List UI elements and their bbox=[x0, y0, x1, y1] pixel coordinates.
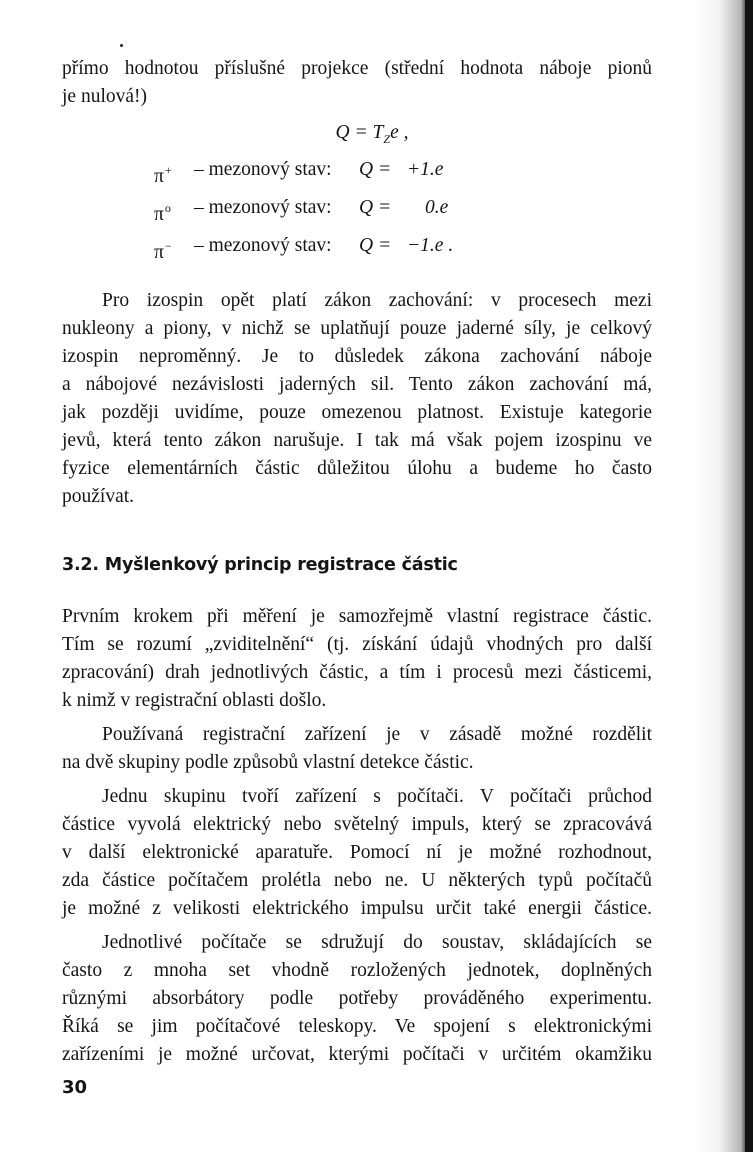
paragraph-counters bbox=[62, 783, 652, 923]
text-line: v další elektronické aparatuře. Pomocí ní je možné rozhodnout, bbox=[62, 842, 652, 863]
pion-charge-label: Q = bbox=[359, 197, 392, 218]
text-line: zda částice počítačem prolétla nebo ne. U některých typů počítačů bbox=[62, 870, 652, 891]
pion-charge-label: Q = bbox=[359, 235, 392, 256]
text-line: je možné z velikosti elektrického impulsu určit také energii částice. bbox=[62, 898, 652, 919]
text-line: Jednotlivé počítače se sdružují do soustav, skládajících se bbox=[102, 932, 652, 953]
pion-description: – mezonový stav: bbox=[194, 235, 332, 256]
text-line: na dvě skupiny podle způsobů vlastní detekce částic. bbox=[62, 752, 474, 773]
pion-charge-label: Q = bbox=[359, 159, 392, 180]
page-edge-shadow bbox=[693, 0, 753, 1152]
text-line: Prvním krokem při měření je samozřejmě vlastní registrace částic. bbox=[62, 606, 652, 627]
text-line: je nulová!) bbox=[62, 86, 148, 107]
text-line: jevů, která tento zákon narušuje. I tak má však pojem izospinu ve bbox=[62, 430, 652, 451]
page-binding-edge bbox=[745, 0, 753, 1152]
text-line: Říká se jim počítačové teleskopy. Ve spojení s elektronickými bbox=[62, 1016, 652, 1037]
text-line: zařízeními je možné určovat, kterými počítači v určitém okamžiku bbox=[62, 1044, 652, 1065]
pion-charge-value: +1.e bbox=[407, 159, 444, 180]
page-content bbox=[62, 55, 652, 1069]
text-line: Pro izospin opět platí zákon zachování: v procesech mezi bbox=[102, 290, 652, 311]
equation-rhs: e , bbox=[390, 122, 409, 143]
print-speck bbox=[120, 44, 123, 47]
paragraph-telescopes bbox=[62, 929, 652, 1069]
section-heading: 3.2. Myšlenkový princip registrace částic bbox=[62, 555, 458, 575]
text-line: často z mnoha set vhodně rozložených jednotek, doplněných bbox=[62, 960, 652, 981]
equation-lhs: Q = T bbox=[335, 122, 384, 143]
text-line: izospin neproměnný. Je to důsledek zákona zachování náboje bbox=[62, 346, 652, 367]
equation-charge bbox=[92, 115, 652, 151]
text-line: Jednu skupinu tvoří zařízení s počítači. V počítači průchod bbox=[102, 786, 652, 807]
pion-charge-value: 0.e bbox=[425, 197, 449, 218]
page-number: 30 bbox=[62, 1077, 88, 1098]
pion-description: – mezonový stav: bbox=[194, 159, 332, 180]
pion-symbol: $\pi^o$ bbox=[154, 201, 171, 225]
text-line: a nábojové nezávislosti jaderných sil. Tento zákon zachování má, bbox=[62, 374, 652, 395]
paragraph-registration-intro bbox=[62, 603, 652, 715]
pion-state-row bbox=[62, 151, 652, 189]
text-line: různými absorbátory podle potřeby prováděného experimentu. bbox=[62, 988, 652, 1009]
equation-subscript: Z bbox=[383, 131, 391, 146]
text-line: přímo hodnotou příslušné projekce (střední hodnota náboje pionů bbox=[62, 58, 652, 79]
text-line: zpracování) drah jednotlivých částic, a tím i procesů mezi částicemi, bbox=[62, 662, 652, 683]
pion-state-row bbox=[62, 227, 652, 265]
pion-symbol: π+ bbox=[154, 163, 172, 187]
text-line: používat. bbox=[62, 486, 135, 507]
text-line: Tím se rozumí „zviditelnění“ (tj. získání údajů vhodných pro další bbox=[62, 634, 652, 655]
pion-states bbox=[62, 151, 652, 265]
intro-text bbox=[62, 55, 652, 111]
text-line: fyzice elementárních částic důležitou úlohu a budeme ho často bbox=[62, 458, 652, 479]
text-line: jak později uvidíme, pouze omezenou platnost. Existuje kategorie bbox=[62, 402, 652, 423]
paragraph-izospin bbox=[62, 287, 652, 511]
text-line: k nimž v registrační oblasti došlo. bbox=[62, 690, 327, 711]
text-line: částice vyvolá elektrický nebo světelný impuls, který se zpracovává bbox=[62, 814, 652, 835]
paragraph-device-groups bbox=[62, 721, 652, 777]
text-line: Používaná registrační zařízení je v zásadě možné rozdělit bbox=[102, 724, 652, 745]
pion-description: – mezonový stav: bbox=[194, 197, 332, 218]
pion-symbol: π− bbox=[154, 239, 172, 263]
pion-state-row bbox=[62, 189, 652, 227]
text-line: nukleony a piony, v nichž se uplatňují pouze jaderné síly, je celkový bbox=[62, 318, 652, 339]
pion-charge-value: −1.e . bbox=[407, 235, 454, 256]
